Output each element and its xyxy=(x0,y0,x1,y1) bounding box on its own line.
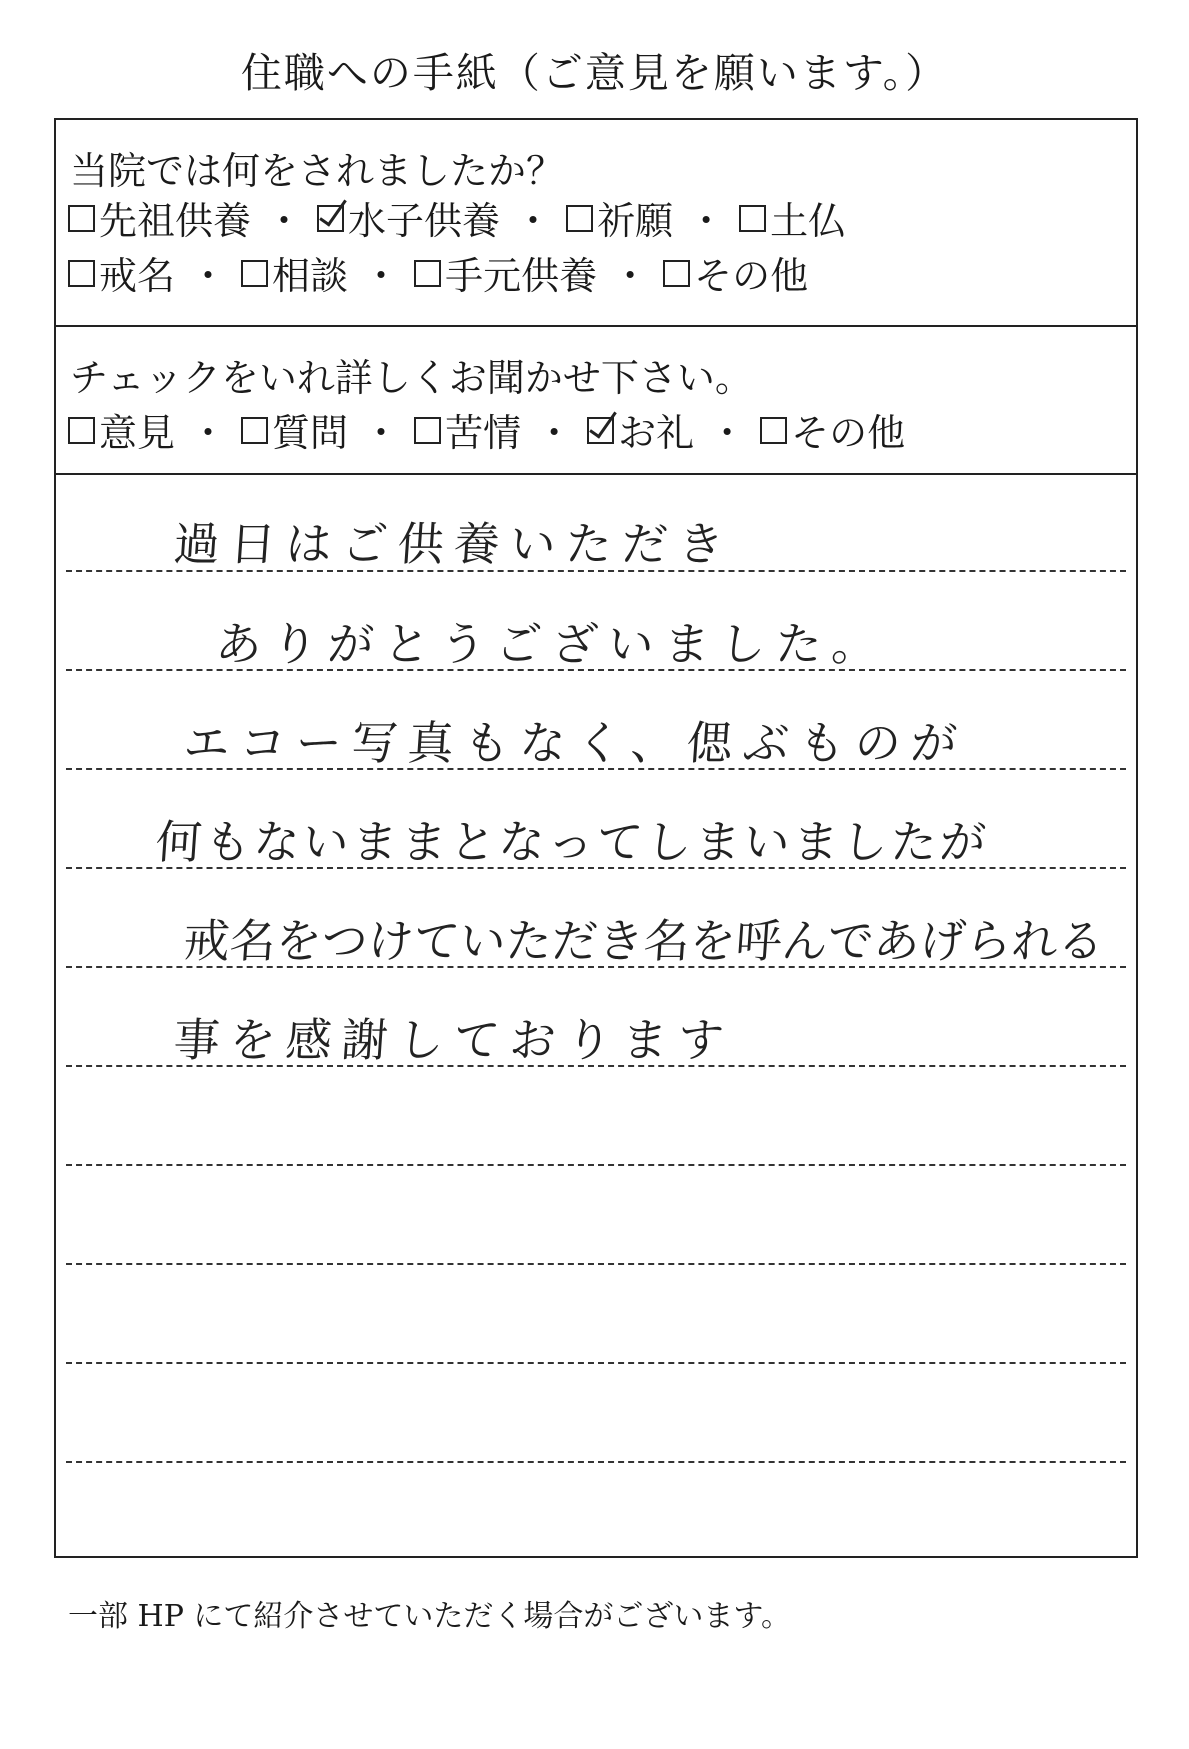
checkbox[interactable] xyxy=(414,260,441,287)
handwritten-line: 戒名をつけていただき名を呼んであげられる xyxy=(181,914,1106,968)
checkbox[interactable] xyxy=(68,417,95,444)
option-home-memorial[interactable]: 手元供養 xyxy=(414,245,597,300)
handwritten-line: 何もないままとなってしまいましたが xyxy=(153,815,991,869)
checkbox[interactable] xyxy=(68,205,95,232)
option-earth-buddha[interactable]: 土仏 xyxy=(739,190,846,245)
handwritten-line: 過日はご供養いただき xyxy=(171,517,736,571)
checkbox-checked[interactable] xyxy=(317,205,344,232)
option-other[interactable]: その他 xyxy=(760,402,905,457)
service-options-row-2: 戒名 ・ 相談 ・ 手元供養 ・ その他 xyxy=(68,245,808,300)
option-other[interactable]: その他 xyxy=(663,245,808,300)
option-kaimyo[interactable]: 戒名 xyxy=(68,245,175,300)
option-mizuko-memorial[interactable]: 水子供養 xyxy=(317,190,500,245)
footer-note: 一部 HP にて紹介させていただく場合がございます。 xyxy=(68,1599,792,1634)
checkbox[interactable] xyxy=(414,417,441,444)
option-opinion[interactable]: 意見 xyxy=(68,402,175,457)
feedback-options-row: 意見 ・ 質問 ・ 苦情 ・ お礼 ・ その他 xyxy=(68,402,905,457)
page-title: 住職への手紙（ご意見を願います。） xyxy=(240,49,949,97)
option-complaint[interactable]: 苦情 xyxy=(414,402,521,457)
dashed-line xyxy=(66,1263,1126,1265)
checkbox[interactable] xyxy=(760,417,787,444)
option-thanks[interactable]: お礼 xyxy=(587,402,694,457)
handwritten-line: 事を感謝しております xyxy=(171,1013,736,1067)
checkbox[interactable] xyxy=(663,260,690,287)
checkbox[interactable] xyxy=(566,205,593,232)
handwritten-line: エコー写真もなく、偲ぶものが xyxy=(181,716,969,770)
service-section xyxy=(56,120,1136,327)
checkbox[interactable] xyxy=(68,260,95,287)
option-prayer[interactable]: 祈願 xyxy=(566,190,673,245)
feedback-section xyxy=(56,325,1136,475)
checkbox-checked[interactable] xyxy=(587,417,614,444)
checkbox[interactable] xyxy=(241,417,268,444)
feedback-question: チェックをいれ詳しくお聞かせ下さい。 xyxy=(70,356,753,400)
service-question: 当院では何をされましたか？ xyxy=(70,149,565,193)
handwritten-line: ありがとうございました。 xyxy=(213,617,890,671)
option-question[interactable]: 質問 xyxy=(241,402,348,457)
letter-form xyxy=(54,118,1138,1558)
dashed-line xyxy=(66,1362,1126,1364)
checkbox[interactable] xyxy=(241,260,268,287)
dashed-line xyxy=(66,1164,1126,1166)
option-consultation[interactable]: 相談 xyxy=(241,245,348,300)
checkbox[interactable] xyxy=(739,205,766,232)
service-options-row-1: 先祖供養 ・ 水子供養 ・ 祈願 ・ 土仏 xyxy=(68,190,846,245)
option-ancestor-memorial[interactable]: 先祖供養 xyxy=(68,190,251,245)
message-area xyxy=(56,473,1136,1560)
dashed-line xyxy=(66,1461,1126,1463)
